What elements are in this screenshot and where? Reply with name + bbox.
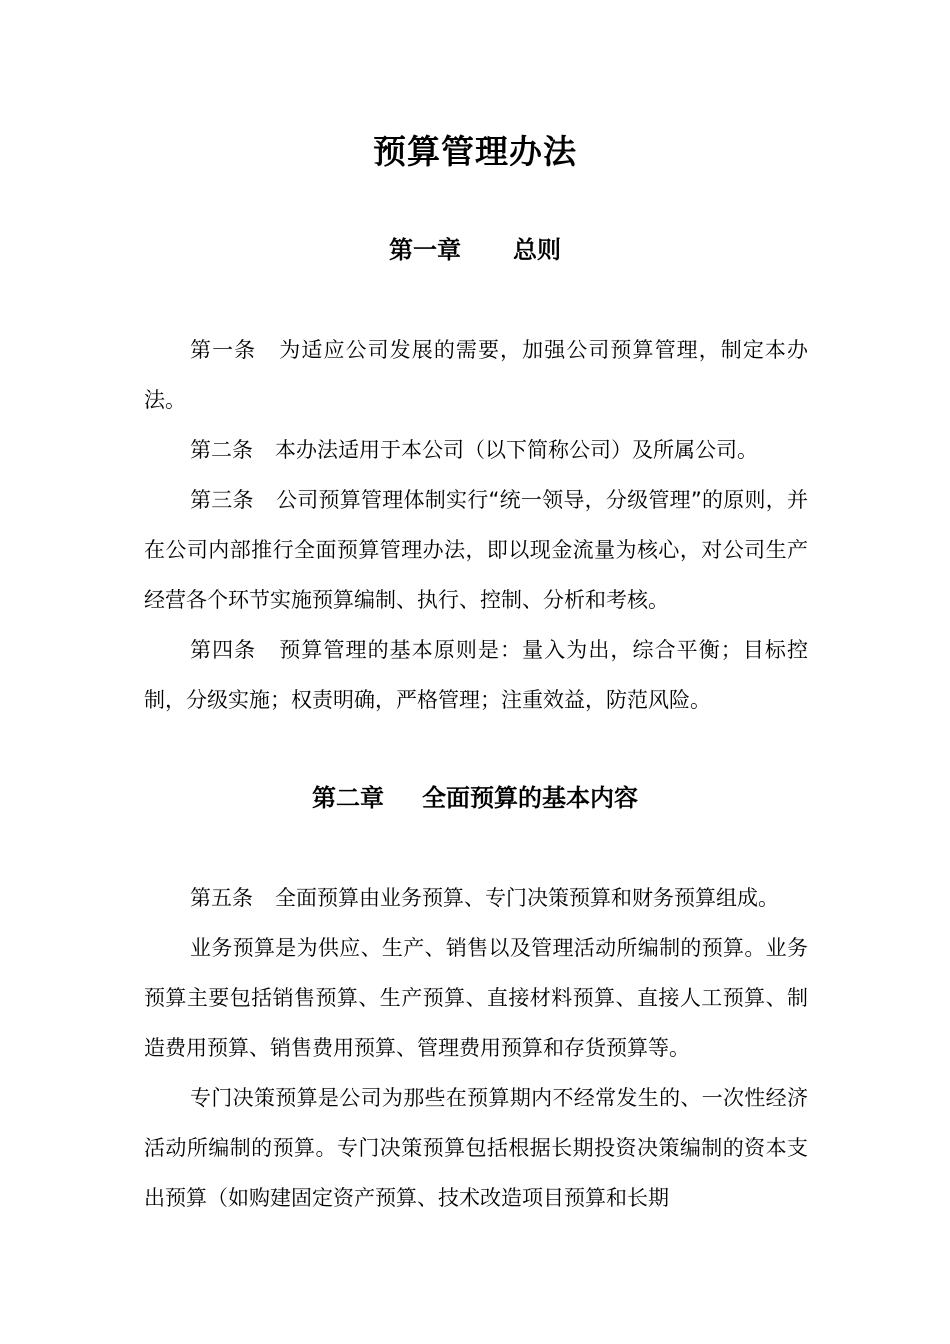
chapter-number: 第一章 — [389, 236, 461, 264]
chapter-body — [144, 873, 808, 1223]
chapter-body — [144, 325, 808, 725]
article-paragraph — [144, 325, 808, 425]
chapter-heading — [0, 780, 950, 816]
chapter-name: 全面预算的基本内容 — [422, 784, 638, 812]
body-paragraph — [144, 923, 808, 1073]
article-text: 本办法适用于本公司（以下简称公司）及所属公司。 — [275, 438, 758, 462]
document-title: 预算管理办法 — [373, 132, 577, 171]
paragraph-text: 专门决策预算是公司为那些在预算期内不经常发生的、一次性经济活动所编制的预算。专门决策预算包括根据长期投资决策编制的资本支出预算（如购建固定资产预算、技术改造项目预算和长期 — [144, 1086, 808, 1210]
article-text: 全面预算由业务预算、专门决策预算和财务预算组成。 — [275, 886, 779, 910]
article-number: 第五条 — [190, 886, 253, 910]
chapter-heading — [0, 232, 950, 268]
article-paragraph — [144, 475, 808, 625]
article-paragraph — [144, 873, 808, 923]
article-number: 第四条 — [190, 638, 257, 662]
article-number: 第一条 — [190, 338, 257, 362]
article-number: 第三条 — [190, 488, 254, 512]
paragraph-text: 业务预算是为供应、生产、销售以及管理活动所编制的预算。业务预算主要包括销售预算、生产预算、直接材料预算、直接人工预算、制造费用预算、销售费用预算、管理费用预算和存货预算等。 — [144, 936, 808, 1060]
body-paragraph — [144, 1073, 808, 1223]
article-paragraph — [144, 425, 808, 475]
article-paragraph — [144, 625, 808, 725]
chapter-name: 总则 — [513, 236, 561, 264]
article-text: 预算管理的基本原则是：量入为出，综合平衡；目标控制，分级实施；权责明确，严格管理；注重效益，防范风险。 — [144, 638, 809, 712]
chapter-number: 第二章 — [312, 784, 384, 812]
article-number: 第二条 — [190, 438, 253, 462]
article-text: 公司预算管理体制实行“统一领导，分级管理”的原则，并在公司内部推行全面预算管理办法，即以现金流量为核心，对公司生产经营各个环节实施预算编制、执行、控制、分析和考核。 — [144, 488, 808, 612]
article-text: 为适应公司发展的需要，加强公司预算管理，制定本办法。 — [144, 338, 809, 412]
